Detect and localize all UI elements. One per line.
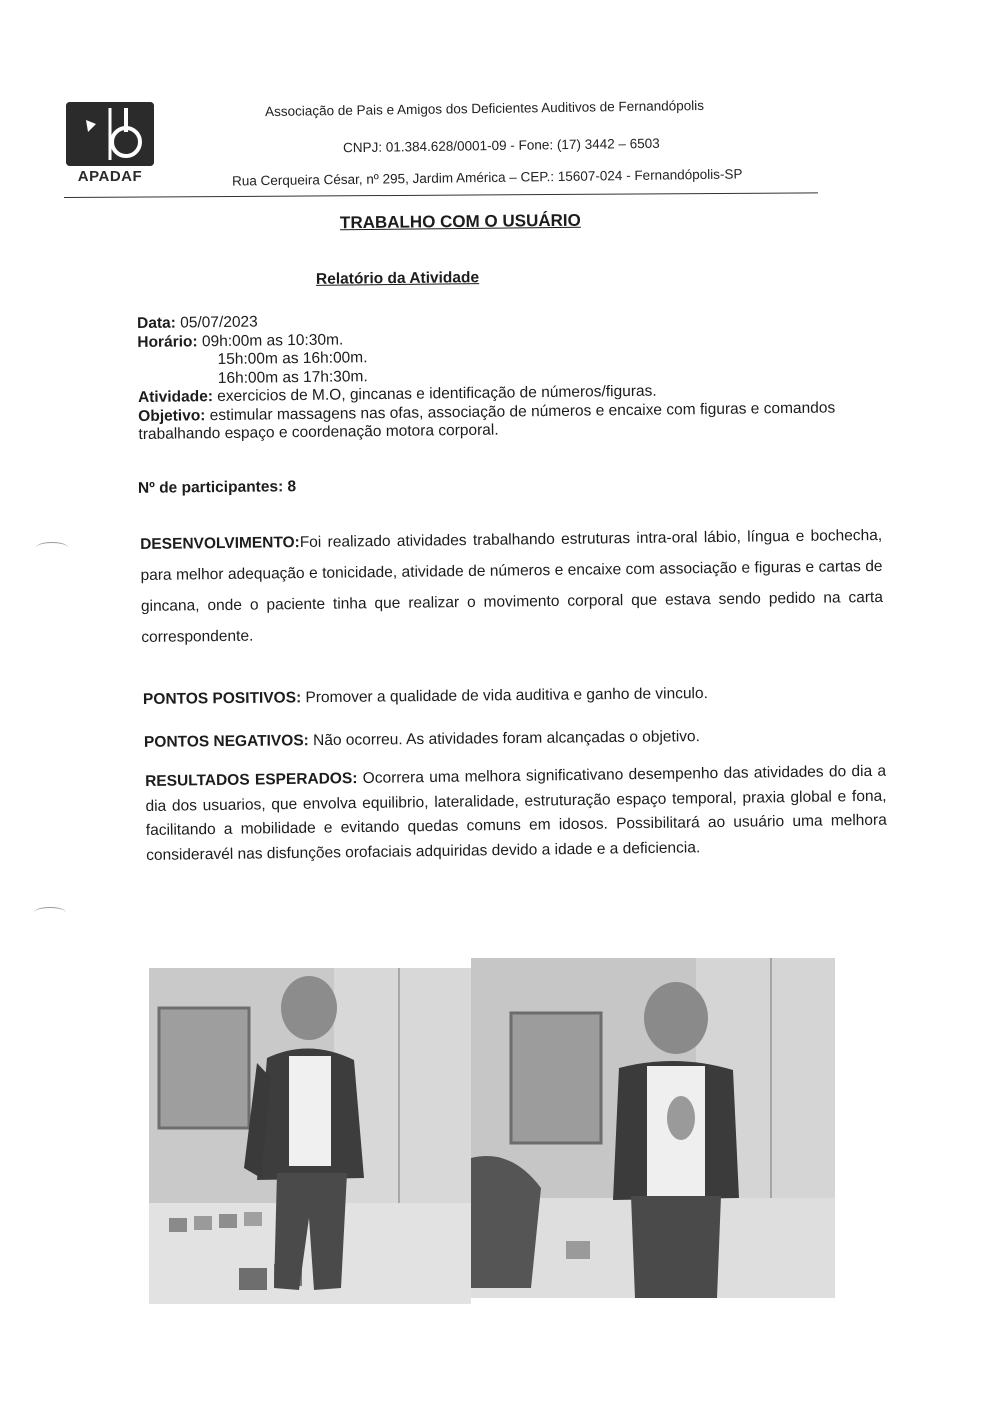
date-label: Data: bbox=[137, 314, 176, 332]
logo-text: APADAF bbox=[77, 168, 143, 185]
cnpj-phone-line: CNPJ: 01.384.628/0001-09 - Fone: (17) 3442 – 6503 bbox=[342, 135, 660, 156]
activity-info bbox=[137, 306, 879, 445]
expected-results bbox=[145, 760, 887, 868]
scan-mark bbox=[36, 542, 68, 553]
schedule-value-2: 15h:00m as 16h:00m. bbox=[217, 349, 368, 369]
negative-points bbox=[144, 728, 700, 752]
development-label: DESENVOLVIMENTO: bbox=[140, 534, 300, 553]
header-divider bbox=[64, 192, 818, 198]
expected-results-label: RESULTADOS ESPERADOS: bbox=[145, 770, 358, 790]
document-title: TRABALHO COM O USUÁRIO bbox=[339, 210, 581, 233]
apadaf-logo-icon bbox=[66, 102, 154, 166]
schedule-value-3: 16h:00m as 17h:30m. bbox=[217, 367, 368, 387]
schedule-label: Horário: bbox=[137, 332, 198, 351]
scan-mark bbox=[34, 907, 66, 918]
expected-results-text: Ocorrera uma melhora significativano desempenho das atividades do dia a dia dos usuarios, que envolva equilibrio, lateralidade, estruturação espaço temporal, praxia global e fona, facilitando a mobilidade e evitando quedas comuns em idosos. Possibilitará ao usuário uma melhora consideravél nas disfunções orofaciais adquiridas devido a idade e a deficiencia. bbox=[145, 762, 887, 864]
development-text: Foi realizado atividades trabalhando estruturas intra-oral lábio, língua e bochecha, para melhor adequação e tonicidade, atividade de números e encaixe com associação e figuras e cartas de gincana, onde o paciente tinha que realizar o movimento corporal que estava sendo pedido na carta correspondente. bbox=[140, 526, 883, 646]
negative-points-text: Não ocorreu. As atividades foram alcançadas o objetivo. bbox=[308, 728, 701, 750]
participants-label: Nº de participantes: 8 bbox=[137, 478, 297, 497]
participants-count bbox=[138, 478, 296, 498]
activity-photo-right bbox=[471, 958, 835, 1298]
report-subtitle: Relatório da Atividade bbox=[315, 269, 480, 288]
positive-points bbox=[143, 685, 708, 709]
activity-label: Atividade: bbox=[137, 388, 214, 406]
address-line: Rua Cerqueira César, nº 295, Jardim América – CEP.: 15607-024 - Fernandópolis-SP bbox=[231, 166, 743, 189]
organization-name: Associação de Pais e Amigos dos Deficientes Auditivos de Fernandópolis bbox=[264, 97, 705, 120]
positive-points-label: PONTOS POSITIVOS: bbox=[142, 689, 302, 708]
schedule-value-1: 09h:00m as 10:30m. bbox=[197, 330, 344, 350]
activity-photo-left bbox=[149, 968, 471, 1304]
objective-row bbox=[138, 398, 878, 444]
objective-label: Objetivo: bbox=[138, 406, 206, 425]
development-section bbox=[140, 520, 883, 653]
date-value: 05/07/2023 bbox=[175, 313, 258, 332]
activity-value: exercicios de M.O, gincanas e identificação de números/figuras. bbox=[212, 382, 657, 406]
negative-points-label: PONTOS NEGATIVOS: bbox=[143, 732, 309, 751]
apadaf-logo bbox=[64, 102, 156, 190]
positive-points-text: Promover a qualidade de vida auditiva e ganho de vinculo. bbox=[301, 685, 708, 707]
objective-value: estimular massagens nas ofas, associação de números e encaixe com figuras e comandos trabalhando espaço e coordenação motora corporal. bbox=[138, 398, 836, 443]
